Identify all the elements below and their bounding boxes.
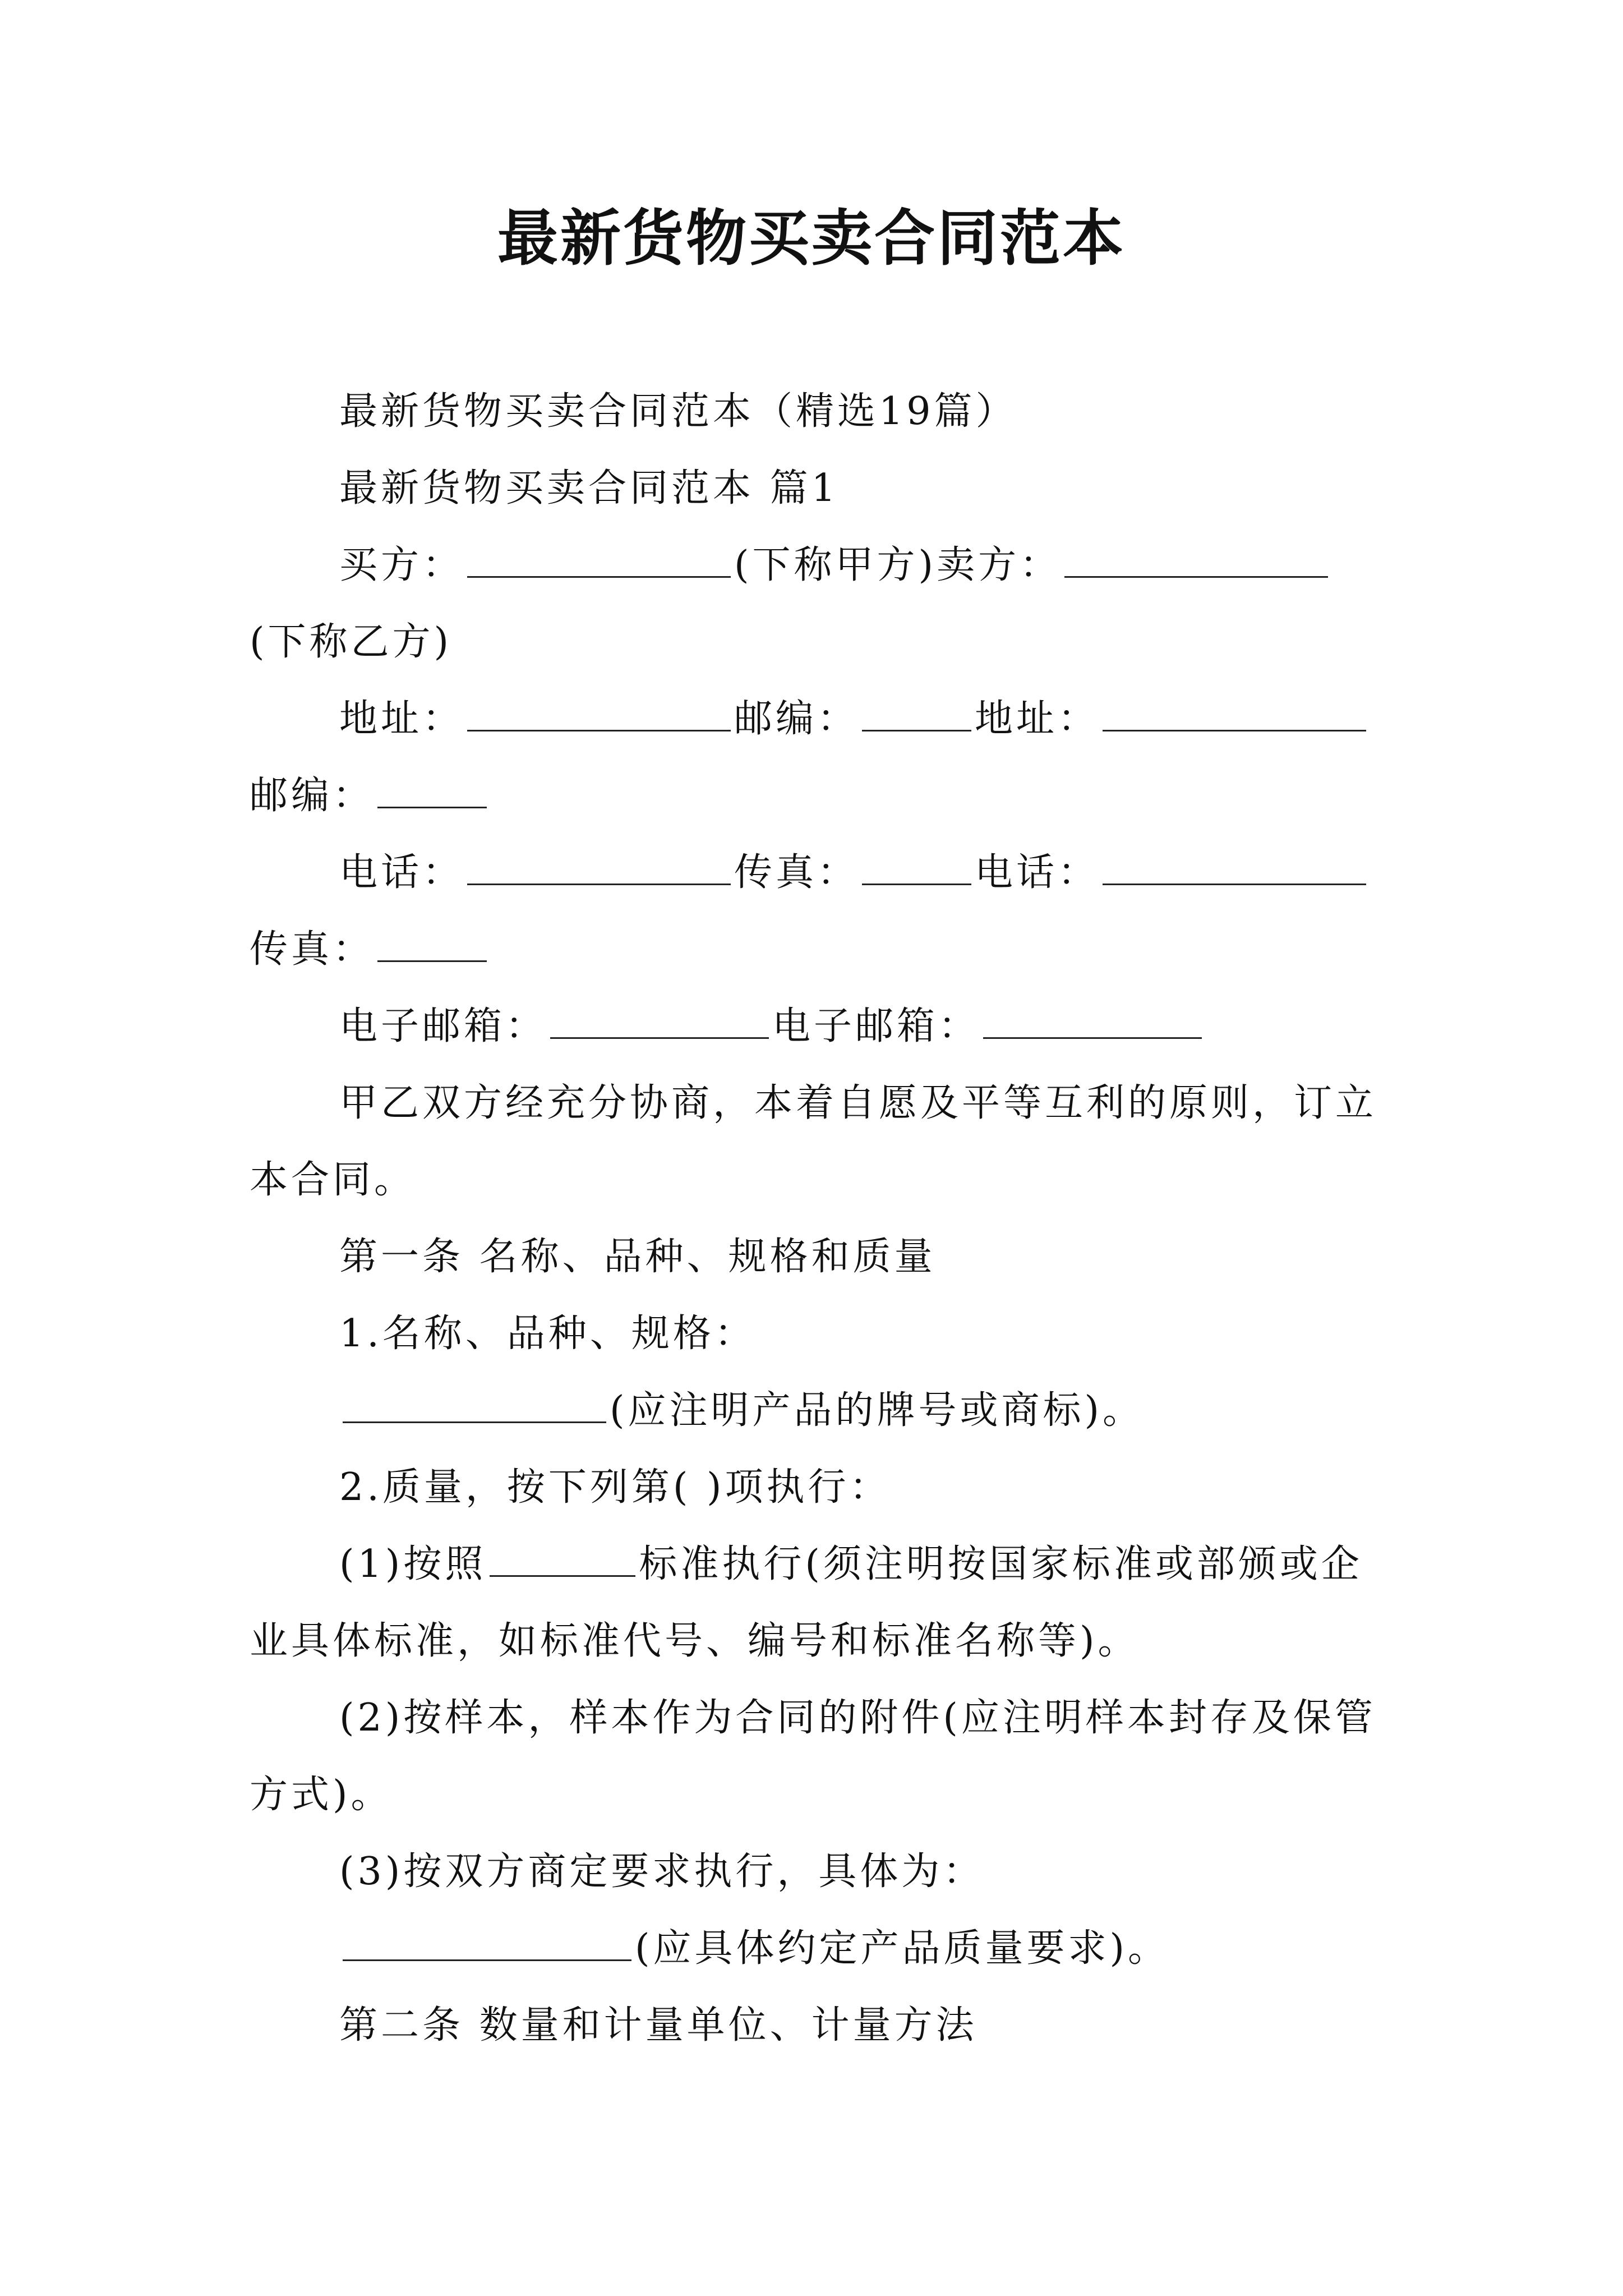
phone-line bbox=[250, 834, 1388, 988]
document-title: 最新货物买卖合同范本 bbox=[497, 203, 1126, 274]
postcode-label-2: 邮编： bbox=[250, 774, 375, 818]
sub-item-1 bbox=[250, 1526, 1388, 1680]
address-blank-2 bbox=[1103, 696, 1366, 731]
phone-label-2: 电话： bbox=[975, 850, 1100, 895]
article-2-heading: 第二条 数量和计量单位、计量方法 bbox=[339, 2003, 978, 2047]
fax-blank-2 bbox=[377, 926, 487, 962]
address-line bbox=[250, 680, 1388, 834]
phone-blank-2 bbox=[1103, 849, 1366, 885]
sub-item-3-note-line bbox=[250, 1910, 1388, 1987]
item-1-blank bbox=[343, 1387, 606, 1423]
email-line bbox=[250, 988, 1388, 1065]
document-body bbox=[250, 373, 1388, 2064]
email-label-1: 电子邮箱： bbox=[339, 1004, 547, 1048]
address-blank-1 bbox=[467, 696, 731, 731]
address-label-1: 地址： bbox=[339, 697, 464, 741]
email-blank-2 bbox=[983, 1003, 1202, 1039]
item-2: 2.质量，按下列第( )项执行： bbox=[339, 1465, 891, 1510]
sub-item-1-pre: (1)按照 bbox=[339, 1542, 487, 1586]
seller-label: 卖方： bbox=[937, 543, 1062, 587]
seller-blank bbox=[1064, 542, 1328, 578]
item-1: 1.名称、品种、规格： bbox=[339, 1312, 756, 1356]
sub-item-1-post: 标准执行(须注明按国家标准或部颁或企业具体标准，如标准代号、编号和标准名称等)。 bbox=[250, 1542, 1363, 1663]
item-1-note-line bbox=[250, 1372, 1388, 1449]
buyer-suffix: (下称甲方) bbox=[734, 543, 937, 587]
article-1-heading: 第一条 名称、品种、规格和质量 bbox=[339, 1235, 936, 1279]
postcode-label-1: 邮编： bbox=[734, 697, 859, 741]
sub-item-2: (2)按样本，样本作为合同的附件(应注明样本封存及保管方式)。 bbox=[250, 1696, 1376, 1817]
sub-item-1-blank bbox=[490, 1541, 635, 1577]
email-blank-1 bbox=[550, 1003, 769, 1039]
buyer-seller-line bbox=[250, 527, 1388, 680]
address-label-2: 地址： bbox=[975, 697, 1100, 741]
postcode-blank-1 bbox=[862, 696, 971, 731]
phone-blank-1 bbox=[467, 849, 731, 885]
phone-label-1: 电话： bbox=[339, 850, 464, 895]
sub-item-3-blank bbox=[343, 1925, 631, 1961]
fax-label-1: 传真： bbox=[734, 850, 859, 895]
sub-item-3-note: (应具体约定产品质量要求)。 bbox=[635, 1926, 1170, 1971]
fax-blank-1 bbox=[862, 849, 971, 885]
fax-label-2: 传真： bbox=[250, 927, 375, 972]
email-label-2: 电子邮箱： bbox=[772, 1004, 980, 1048]
buyer-blank bbox=[467, 542, 731, 578]
item-1-note: (应注明产品的牌号或商标)。 bbox=[610, 1388, 1145, 1433]
subtitle-line: 最新货物买卖合同范本（精选19篇） bbox=[339, 389, 1017, 434]
seller-suffix: (下称乙方) bbox=[250, 620, 453, 664]
sub-item-3: (3)按双方商定要求执行，具体为： bbox=[339, 1849, 985, 1894]
section-heading: 最新货物买卖合同范本 篇1 bbox=[339, 466, 839, 510]
postcode-blank-2 bbox=[377, 772, 487, 808]
intro-paragraph: 甲乙双方经充分协商，本着自愿及平等互利的原则，订立本合同。 bbox=[250, 1081, 1377, 1202]
buyer-label: 买方： bbox=[339, 543, 464, 587]
